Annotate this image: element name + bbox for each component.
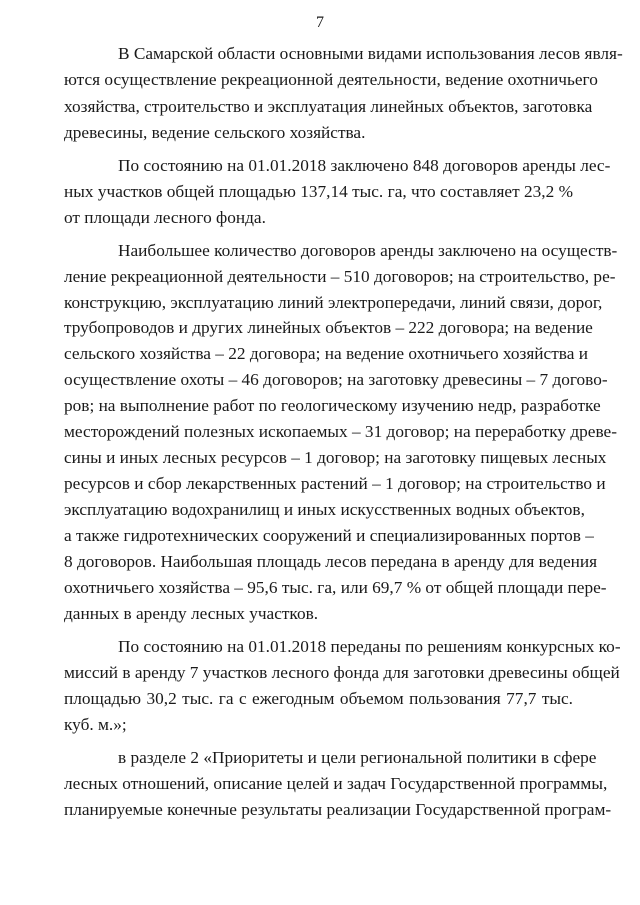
text-line: древесины, ведение сельского хозяйства. [64, 123, 366, 142]
text-line: По состоянию на 01.01.2018 заключено 848 договоров аренды лес- [118, 156, 611, 175]
page-number: 7 [316, 14, 324, 31]
text-line: от площади лесного фонда. [64, 208, 266, 227]
text-line: данных в аренду лесных участков. [64, 604, 319, 623]
text-line: а также гидротехнических сооружений и специализированных портов – [64, 526, 594, 545]
text-line: Наибольшее количество договоров аренды заключено на осуществ- [118, 241, 618, 260]
text-line: ются осуществление рекреационной деятельности, ведение охотничьего [64, 70, 598, 89]
text-line: ров; на выполнение работ по геологическому изучению недр, разработке [64, 396, 601, 415]
text-line: ных участков общей площадью 137,14 тыс. га, что составляет 23,2 % [64, 182, 573, 201]
text-line: ресурсов и сбор лекарственных растений – 1 договор; на строительство и [64, 474, 606, 493]
text-line: осуществление охоты – 46 договоров; на заготовку древесины – 7 догово- [64, 370, 608, 389]
text-line: планируемые конечные результаты реализации Государственной програм- [64, 800, 612, 819]
text-line: сельского хозяйства – 22 договора; на ведение охотничьего хозяйства и [64, 344, 588, 363]
text-line: охотничьего хозяйства – 95,6 тыс. га, или 69,7 % от общей площади пере- [64, 578, 607, 597]
text-line: конструкцию, эксплуатацию линий электропередачи, линий связи, дорог, [64, 293, 603, 312]
text-line: В Самарской области основными видами использования лесов явля- [118, 44, 623, 63]
text-line: миссий в аренду 7 участков лесного фонда для заготовки древесины общей [64, 663, 620, 682]
text-line: По состоянию на 01.01.2018 переданы по решениям конкурсных ко- [118, 637, 621, 656]
text-line: трубопроводов и других линейных объектов – 222 договора; на ведение [64, 318, 593, 337]
text-line: сины и иных лесных ресурсов – 1 договор; на заготовку пищевых лесных [64, 448, 607, 467]
text-line: куб. м.»; [64, 715, 127, 734]
text-line: хозяйства, строительство и эксплуатация линейных объектов, заготовка [64, 97, 593, 116]
text-line: площадью 30,2 тыс. га с ежегодным объемом пользования 77,7 тыс. [64, 689, 573, 708]
text-line: ление рекреационной деятельности – 510 договоров; на строительство, ре- [64, 267, 616, 286]
text-line: эксплуатацию водохранилищ и иных искусственных водных объектов, [64, 500, 585, 519]
text-line: 8 договоров. Наибольшая площадь лесов передана в аренду для ведения [64, 552, 598, 571]
text-line: лесных отношений, описание целей и задач Государственной программы, [64, 774, 608, 793]
text-line: месторождений полезных ископаемых – 31 договор; на переработку древе- [64, 422, 617, 441]
text-line: в разделе 2 «Приоритеты и цели региональной политики в сфере [118, 748, 597, 767]
